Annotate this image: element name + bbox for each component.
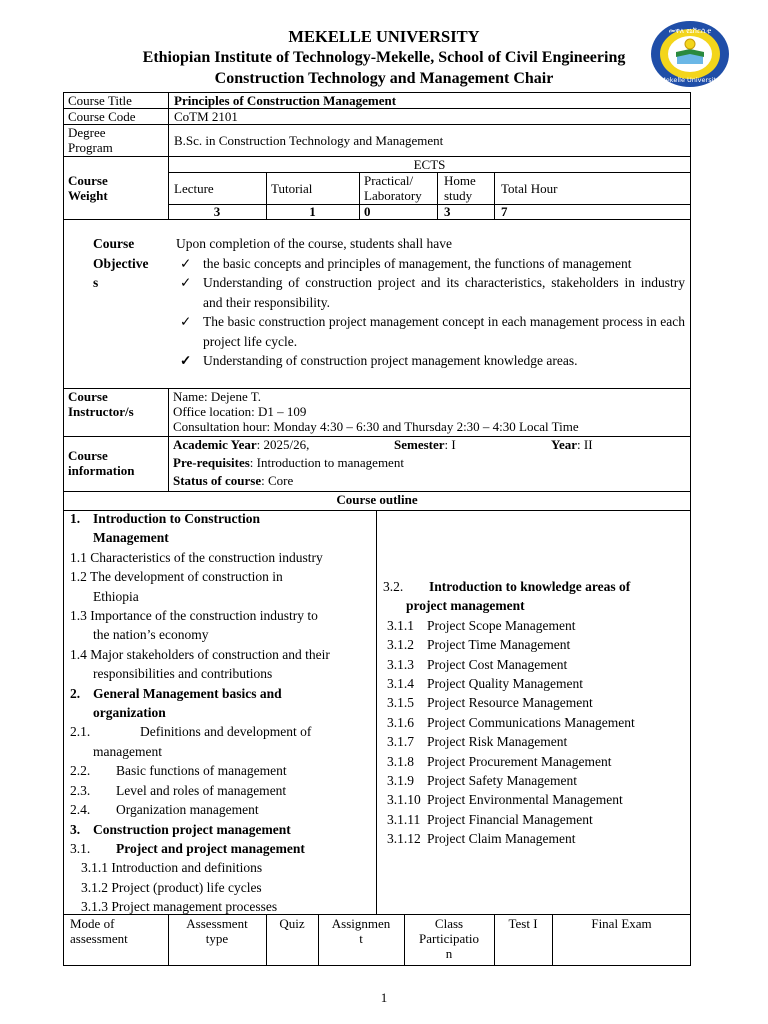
outline-item: 1.3 Importance of the construction industry to bbox=[70, 608, 318, 624]
course-title-label: Course Title bbox=[68, 93, 132, 108]
ects-heading: ECTS bbox=[413, 157, 446, 172]
course-code-value: CoTM 2101 bbox=[174, 109, 238, 124]
outline-section-3: 3. Construction project management bbox=[70, 821, 291, 837]
semester: Semester: I bbox=[394, 437, 456, 452]
instructor-details bbox=[173, 389, 579, 434]
outline-section-2: 2. General Management basics and bbox=[70, 685, 282, 701]
check-icon: ✓ bbox=[180, 314, 192, 329]
consultation-hour: Consultation hour: Monday 4:30 – 6:30 and Thursday 2:30 – 4:30 Local Time bbox=[173, 419, 579, 434]
knowledge-area-item: 3.1.9 Project Safety Management bbox=[387, 773, 577, 789]
course-weight-label: Course Weight bbox=[68, 173, 108, 203]
outline-subsection: 3.2. Introduction to knowledge areas of bbox=[383, 579, 631, 594]
objective-item: ✓ Understanding of construction project and its characteristics, stakeholders in industry and their responsibility. bbox=[180, 275, 685, 310]
outline-item: 3.1.2 Project (product) life cycles bbox=[81, 879, 262, 895]
quiz-label: Quiz bbox=[279, 916, 305, 931]
lecture-value: 3 bbox=[213, 204, 221, 219]
assignment-label: Assignmen t bbox=[331, 916, 391, 946]
status-of-course: Status of course: Core bbox=[173, 473, 294, 488]
outline-item: 1.1 Characteristics of the construction industry bbox=[70, 549, 323, 565]
objectives-intro: Upon completion of the course, students shall have bbox=[176, 236, 452, 251]
knowledge-area-item: 3.1.5 Project Resource Management bbox=[387, 695, 593, 711]
knowledge-area-item: 3.1.6 Project Communications Management bbox=[387, 714, 635, 730]
course-title-value: Principles of Construction Management bbox=[174, 93, 397, 108]
instructor-name: Name: Dejene T. bbox=[173, 389, 261, 404]
lecture-header: Lecture bbox=[174, 181, 214, 196]
knowledge-area-item: 3.1.8 Project Procurement Management bbox=[387, 753, 612, 769]
check-icon: ✓ bbox=[180, 275, 192, 290]
degree-label: Degree Program bbox=[68, 125, 113, 155]
objective-item: ✓ Understanding of construction project management knowledge areas. bbox=[173, 351, 685, 371]
university-logo-icon bbox=[650, 20, 730, 88]
total-hour-value: 7 bbox=[501, 204, 508, 219]
knowledge-area-item: 3.1.4 Project Quality Management bbox=[387, 676, 583, 692]
knowledge-area-item: 3.1.3 Project Cost Management bbox=[387, 656, 568, 672]
home-study-header: Home study bbox=[444, 173, 476, 203]
objectives-label: Course Objective s bbox=[93, 236, 149, 290]
knowledge-area-item: 3.1.7 Project Risk Management bbox=[387, 734, 568, 750]
outline-left-column: 1. Introduction to Construction Management 1.1 Characteristics of the construction industry 1.2 The development of construction in Ethiopia 1.3 Importance of the construction industry to the nation’s economy 1.4 Major stakeholders of construction and their responsibilities and contributions 2. General Management basics and organization 2.1. Definitions and development of management 2.2. Basic functions of management 2.3. Level and roles of management 2.4. Organization management 3. Construction project management 3.1. Project and project management 3.1.1 Introduction and definitions 3.1.2 Project (product) life cycles 3.1.3 Project management processes bbox=[70, 509, 370, 917]
knowledge-areas-list bbox=[383, 616, 688, 849]
academic-year: Academic Year: 2025/26, bbox=[173, 437, 310, 452]
svg-text:መቐለ ዩኒቨርሲቲ: መቐለ ዩኒቨርሲቲ bbox=[668, 27, 712, 35]
assessment-type-label: Assessment type bbox=[186, 916, 248, 946]
knowledge-area-item: 3.1.11 Project Financial Management bbox=[387, 811, 593, 827]
course-code-label: Course Code bbox=[68, 109, 136, 124]
outline-item: 1.2 The development of construction in bbox=[70, 569, 283, 585]
knowledge-area-item: 3.1.12 Project Claim Management bbox=[387, 831, 576, 847]
svg-text:Mekelle University: Mekelle University bbox=[660, 76, 720, 84]
outline-item: 2.2. Basic functions of management bbox=[70, 763, 287, 779]
instructor-label: Course Instructor/s bbox=[68, 389, 134, 419]
course-outline-heading: Course outline bbox=[336, 492, 418, 507]
year-level: Year: II bbox=[551, 437, 593, 452]
check-icon: ✓ bbox=[180, 255, 192, 271]
office-location: Office location: D1 – 109 bbox=[173, 404, 307, 419]
objective-item: ✓ The basic construction project management concept in each management process in each project life cycle. bbox=[180, 314, 685, 349]
knowledge-area-item: 3.1.1 Project Scope Management bbox=[387, 617, 576, 633]
knowledge-area-item: 3.1.10 Project Environmental Management bbox=[387, 792, 623, 808]
course-info-details bbox=[173, 436, 688, 490]
tutorial-header: Tutorial bbox=[271, 181, 313, 196]
outline-right-column: 3.2. Introduction to knowledge areas of project management 3.1.1 Project Scope Management 3.1.2 Project Time Management 3.1.3 Project Cost Management 3.1.4 Project Quality Management 3.1.5 Project Resource Management 3.1.6 Project Communications Management 3.1.7 Project Risk Management 3.1.8 Project Procurement Management 3.1.9 Project Safety Management 3.1.10 Project Environmental Management 3.1.11 Project Financial Management 3.1.12 Project Claim Management bbox=[383, 577, 688, 849]
course-info-label: Course information bbox=[68, 448, 135, 478]
institute-name: Ethiopian Institute of Technology-Mekelle, School of Civil Engineering bbox=[142, 49, 626, 66]
objective-item: ✓ the basic concepts and principles of management, the functions of management bbox=[173, 254, 685, 274]
practical-header: Practical/ Laboratory bbox=[364, 173, 422, 203]
outline-subsection: 3.1. Project and project management bbox=[70, 840, 305, 856]
check-icon: ✓ bbox=[180, 353, 192, 368]
outline-item: 3.1.3 Project management processes bbox=[81, 899, 278, 915]
mode-of-assessment-label: Mode of assessment bbox=[70, 916, 128, 946]
final-exam-label: Final Exam bbox=[591, 916, 652, 931]
practical-value: 0 bbox=[364, 204, 371, 219]
degree-value: B.Sc. in Construction Technology and Management bbox=[174, 133, 444, 148]
class-participation-label: Class Participatio n bbox=[419, 916, 479, 961]
outline-section-1: 1. Introduction to Construction bbox=[70, 511, 261, 526]
home-study-value: 3 bbox=[444, 204, 451, 219]
test-label: Test I bbox=[508, 916, 538, 931]
outline-item: 2.1. Definitions and development of bbox=[70, 724, 312, 740]
page-number: 1 bbox=[380, 990, 388, 1005]
outline-item: 2.4. Organization management bbox=[70, 802, 259, 818]
total-hour-header: Total Hour bbox=[501, 181, 558, 196]
outline-item: 3.1.1 Introduction and definitions bbox=[81, 860, 263, 876]
outline-item: 2.3. Level and roles of management bbox=[70, 782, 287, 798]
prerequisites: Pre-requisites: Introduction to management bbox=[173, 455, 404, 470]
objectives-list bbox=[173, 234, 685, 371]
tutorial-value: 1 bbox=[309, 204, 316, 219]
knowledge-area-item: 3.1.2 Project Time Management bbox=[387, 637, 571, 653]
outline-item: 1.4 Major stakeholders of construction and their bbox=[70, 646, 330, 662]
university-name: MEKELLE UNIVERSITY bbox=[288, 27, 480, 46]
chair-name: Construction Technology and Management Chair bbox=[214, 70, 554, 87]
